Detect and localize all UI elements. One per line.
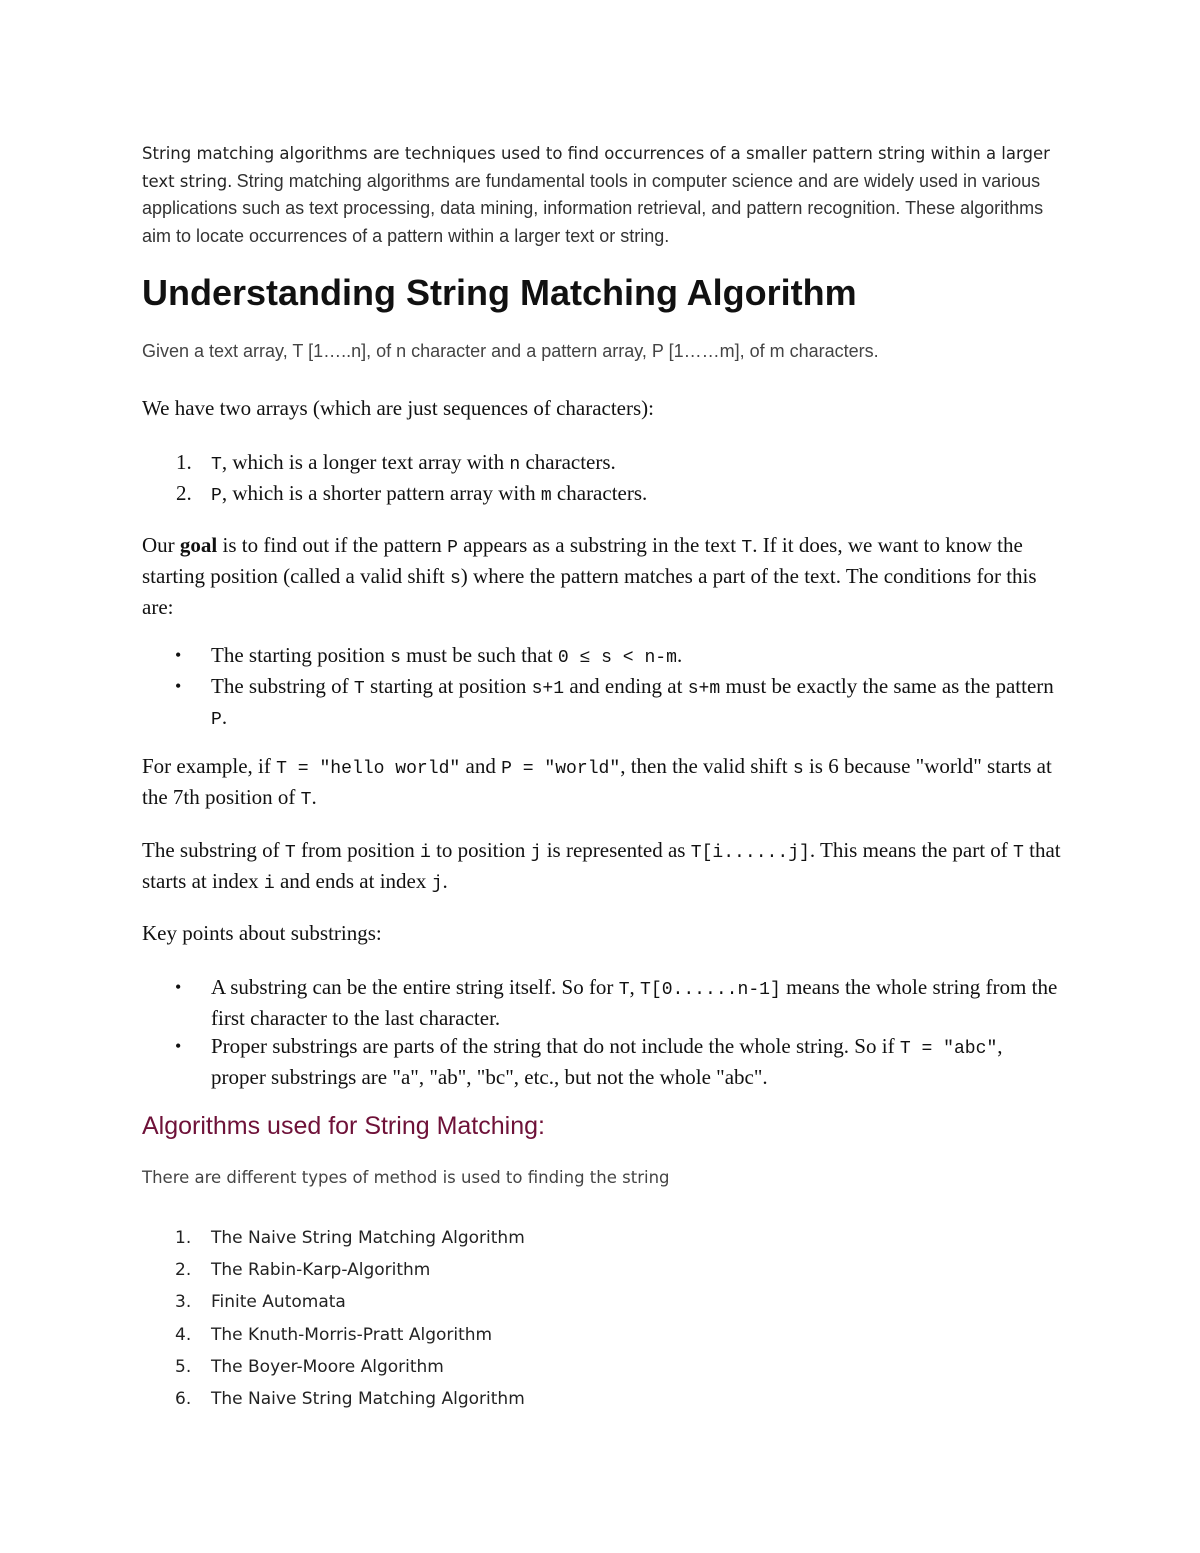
code-span: m xyxy=(540,486,552,506)
list-number: 4. xyxy=(175,1324,192,1345)
code-span: T = "abc" xyxy=(899,1039,998,1059)
text-run: A substring can be the entire string itself. So for xyxy=(211,975,619,999)
text-run: and ends at index xyxy=(274,869,432,893)
list-text: characters. xyxy=(520,450,616,474)
text-run: appears as a substring in the text xyxy=(457,533,742,557)
code-span: T xyxy=(211,455,222,475)
code-span: T[i......j] xyxy=(690,843,810,863)
algorithm-label: The Boyer-Moore Algorithm xyxy=(211,1356,444,1377)
code-span: T xyxy=(300,790,312,810)
text-run: . xyxy=(221,705,228,729)
code-span: j xyxy=(530,843,542,863)
code-span: i xyxy=(263,874,275,894)
algorithm-label: The Knuth-Morris-Pratt Algorithm xyxy=(211,1324,493,1345)
code-span: j xyxy=(431,874,443,894)
intro-paragraph xyxy=(142,141,1062,250)
code-span: s+1 xyxy=(531,679,565,699)
arrays-list xyxy=(142,448,1062,510)
code-span: s xyxy=(449,569,461,589)
bullet: • xyxy=(175,676,182,696)
bullet: • xyxy=(175,1036,182,1056)
text-run: means the whole string from the first character to the last character. xyxy=(211,975,1058,1030)
example-paragraph xyxy=(142,752,1062,814)
list-number: 1. xyxy=(175,1228,192,1248)
list-item xyxy=(142,479,1062,510)
algorithm-label: The Naive String Matching Algorithm xyxy=(211,1389,525,1410)
code-span: P = "world" xyxy=(501,759,621,779)
code-span: T xyxy=(284,843,296,863)
keypoints-list xyxy=(142,973,1062,1091)
list-item xyxy=(142,973,1062,1032)
text-run: and ending at xyxy=(564,674,688,698)
algorithms-list xyxy=(142,1222,1062,1415)
given-paragraph: Given a text array, T [1…..n], of n character and a pattern array, P [1……m], of m characters. xyxy=(142,341,879,361)
heading-understanding: Understanding String Matching Algorithm xyxy=(142,272,857,313)
bold-goal: goal xyxy=(179,533,218,557)
text-run: . This means the part of xyxy=(809,838,1014,862)
intro-lead: String matching algorithms are techniques used to find occurrences of a smaller pattern string within a larger text string. xyxy=(142,144,1050,191)
text-run: , xyxy=(629,975,641,999)
text-run: , then the valid shift xyxy=(620,754,793,778)
code-span: 0 ≤ s < n-m xyxy=(557,648,677,668)
text-run: and xyxy=(460,754,502,778)
text-run: The starting position xyxy=(211,643,391,667)
code-span: T xyxy=(618,980,630,1000)
list-item xyxy=(142,672,1062,734)
arrays-intro-paragraph: We have two arrays (which are just sequences of characters): xyxy=(142,396,654,420)
list-item xyxy=(142,448,1062,479)
list-item xyxy=(142,641,1062,672)
code-span: n xyxy=(509,455,521,475)
code-span: T xyxy=(353,679,365,699)
text-run: from position xyxy=(295,838,420,862)
different-types-paragraph: There are different types of method is used to finding the string xyxy=(142,1168,670,1187)
text-run: The substring of xyxy=(211,674,354,698)
text-run: that starts at index xyxy=(142,838,1061,893)
conditions-list xyxy=(142,641,1062,734)
list-text: characters. xyxy=(551,481,648,505)
code-span: P xyxy=(211,710,222,730)
text-run: must be such that xyxy=(400,643,558,667)
list-item xyxy=(142,1222,1062,1254)
list-number: 6. xyxy=(175,1389,192,1410)
text-run: is to find out if the pattern xyxy=(217,533,448,557)
algorithm-label: The Rabin-Karp-Algorithm xyxy=(211,1260,431,1281)
text-run: ) where the pattern matches a part of the text. The conditions for this are: xyxy=(142,564,1037,619)
list-number: 1. xyxy=(176,450,192,474)
text-run: . xyxy=(442,869,448,893)
substring-paragraph xyxy=(142,836,1062,898)
list-text: , which is a longer text array with xyxy=(221,450,510,474)
list-item xyxy=(142,1319,1062,1351)
text-run: to position xyxy=(430,838,531,862)
list-item xyxy=(142,1383,1062,1415)
code-span: i xyxy=(420,843,431,863)
code-span: P xyxy=(211,486,222,506)
list-item xyxy=(142,1032,1062,1091)
code-span: s+m xyxy=(687,679,721,699)
algorithm-label: Finite Automata xyxy=(211,1292,346,1313)
keypoints-intro-paragraph: Key points about substrings: xyxy=(142,921,382,945)
intro-rest: String matching algorithms are fundamental tools in computer science and are widely used in various applications such as text processing, data mining, information retrieval, and pattern recognition. These algorithms aim to locate occurrences of a pattern within a larger text or string. xyxy=(142,170,1044,246)
code-span: T xyxy=(741,538,753,558)
list-number: 2. xyxy=(175,1260,192,1281)
code-span: T[0......n-1] xyxy=(640,980,781,1000)
text-run: , proper substrings are "a", "ab", "bc", etc., but not the whole "abc". xyxy=(211,1034,1003,1089)
code-span: s xyxy=(390,648,401,668)
code-span: P xyxy=(447,538,458,558)
list-number: 5. xyxy=(175,1356,192,1377)
list-item xyxy=(142,1286,1062,1318)
text-run: . xyxy=(676,643,683,667)
text-run: must be exactly the same as the pattern xyxy=(720,674,1054,698)
list-number: 2. xyxy=(176,481,192,505)
text-run: . If it does, we want to know the starting position (called a valid shift xyxy=(142,533,1023,588)
bullet: • xyxy=(175,645,182,665)
text-run: is 6 because "world" starts at the 7th position of xyxy=(142,754,1052,809)
goal-paragraph xyxy=(142,531,1062,621)
bullet: • xyxy=(175,977,182,997)
text-run: starting at position xyxy=(364,674,532,698)
text-run: is represented as xyxy=(541,838,691,862)
code-span: s xyxy=(792,759,804,779)
text-run: Proper substrings are parts of the string that do not include the whole string. So if xyxy=(211,1034,900,1058)
list-item xyxy=(142,1254,1062,1286)
text-run: For example, if xyxy=(142,754,277,778)
text-run: The substring of xyxy=(142,838,285,862)
text-run: . xyxy=(311,785,317,809)
algorithm-label: The Naive String Matching Algorithm xyxy=(211,1228,525,1248)
code-span: T xyxy=(1013,843,1024,863)
list-number: 3. xyxy=(175,1292,192,1313)
text-run: Our xyxy=(142,533,180,557)
list-text: , which is a shorter pattern array with xyxy=(221,481,541,505)
list-item xyxy=(142,1351,1062,1383)
heading-algorithms: Algorithms used for String Matching: xyxy=(142,1112,545,1140)
code-span: T = "hello world" xyxy=(276,759,461,779)
